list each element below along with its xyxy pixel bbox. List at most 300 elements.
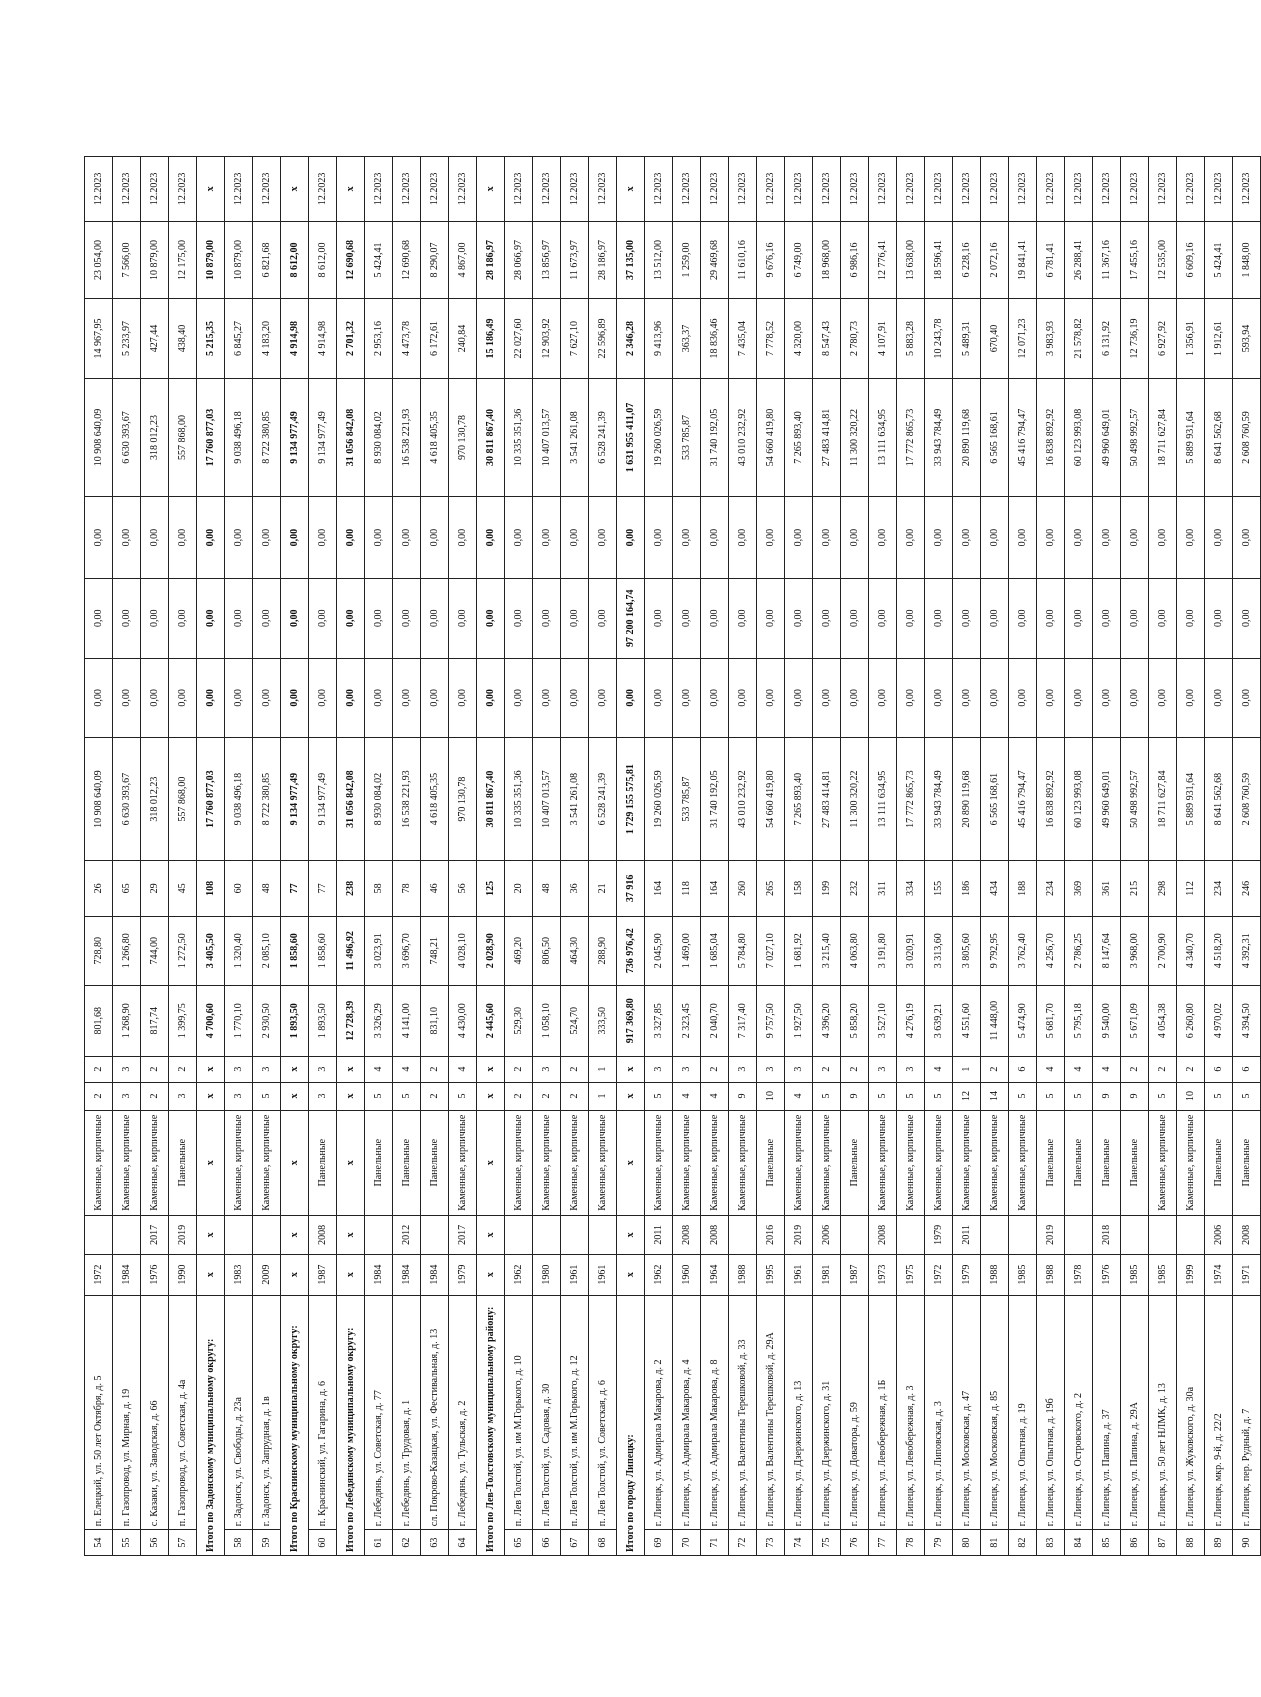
wall-material-cell: Каменные, кирпичные xyxy=(925,1110,953,1215)
regional-budget-cell: 0,00 xyxy=(309,578,337,658)
table-row xyxy=(897,157,925,1556)
residents-cell: 48 xyxy=(533,860,561,916)
local-budget-cell: 0,00 xyxy=(393,497,421,579)
table-row xyxy=(141,157,169,1556)
row-number-cell: 62 xyxy=(393,1530,421,1556)
table-row xyxy=(1149,157,1177,1556)
max-cost-cell: 6 609,16 xyxy=(1177,221,1205,298)
row-number-cell: 87 xyxy=(1149,1530,1177,1556)
deadline-cell: 12.2023 xyxy=(421,157,449,222)
floors-cell: 2 xyxy=(505,1082,533,1110)
unit-cost-cell: 438,40 xyxy=(169,299,197,379)
entrances-cell: 3 xyxy=(309,1056,337,1082)
renovation-year-cell xyxy=(505,1215,533,1254)
renovation-year-cell xyxy=(561,1215,589,1254)
local-budget-cell: 0,00 xyxy=(757,497,785,579)
fund-cell: 0,00 xyxy=(449,658,477,738)
entrances-cell: 2 xyxy=(1149,1056,1177,1082)
address-cell: г. Липецк, ул. Жуковского, д. 30а xyxy=(1177,1295,1205,1530)
entrances-cell: 3 xyxy=(253,1056,281,1082)
row-number-cell: 82 xyxy=(1009,1530,1037,1556)
regional-budget-cell: 0,00 xyxy=(197,578,225,658)
table-row xyxy=(1093,157,1121,1556)
living-area-cell: 1 685,04 xyxy=(701,916,729,985)
renovation-year-cell xyxy=(1177,1215,1205,1254)
max-cost-cell: 5 424,41 xyxy=(365,221,393,298)
living-area-cell: 3 020,91 xyxy=(897,916,925,985)
year-built-cell: 1964 xyxy=(701,1254,729,1295)
entrances-cell: 2 xyxy=(981,1056,1009,1082)
owners-funds-cell: 533 785,87 xyxy=(673,378,701,496)
table-row xyxy=(561,157,589,1556)
subtotal-label-cell: Итого по Задонскому муниципальному округу: xyxy=(197,1295,225,1555)
wall-material-cell: Панельные xyxy=(1093,1110,1121,1215)
deadline-cell: 12.2023 xyxy=(1009,157,1037,222)
renovation-year-cell xyxy=(365,1215,393,1254)
renovation-year-cell: х xyxy=(197,1215,225,1254)
total-area-cell: 3 327,85 xyxy=(645,985,673,1056)
local-budget-cell: 0,00 xyxy=(309,497,337,579)
total-area-cell: 831,10 xyxy=(421,985,449,1056)
renovation-year-cell: 2018 xyxy=(1093,1215,1121,1254)
total-cost-cell: 17 772 865,73 xyxy=(897,738,925,861)
fund-cell: 0,00 xyxy=(561,658,589,738)
address-cell: п. Лев Толстой, ул. им М.Горького, д. 10 xyxy=(505,1295,533,1530)
floors-cell: 5 xyxy=(1205,1082,1233,1110)
wall-material-cell: Каменные, кирпичные xyxy=(113,1110,141,1215)
regional-budget-cell: 0,00 xyxy=(169,578,197,658)
total-area-cell: 2 930,50 xyxy=(253,985,281,1056)
table-row xyxy=(1177,157,1205,1556)
fund-cell: 0,00 xyxy=(85,658,113,738)
wall-material-cell: Каменные, кирпичные xyxy=(1177,1110,1205,1215)
max-cost-cell: 23 054,00 xyxy=(85,221,113,298)
total-area-cell: 1 399,75 xyxy=(169,985,197,1056)
total-area-cell: 5 474,90 xyxy=(1009,985,1037,1056)
table-row xyxy=(869,157,897,1556)
total-cost-cell: 10 335 351,36 xyxy=(505,738,533,861)
year-built-cell: 1984 xyxy=(393,1254,421,1295)
living-area-cell: 2 045,90 xyxy=(645,916,673,985)
total-area-cell: 1 893,50 xyxy=(281,985,309,1056)
max-cost-cell: 11 673,97 xyxy=(561,221,589,298)
max-cost-cell: 18 596,41 xyxy=(925,221,953,298)
row-number-cell: 80 xyxy=(953,1530,981,1556)
total-area-cell: 917 369,80 xyxy=(617,985,645,1056)
fund-cell: 0,00 xyxy=(1177,658,1205,738)
wall-material-cell: Каменные, кирпичные xyxy=(1149,1110,1177,1215)
total-area-cell: 4 396,20 xyxy=(813,985,841,1056)
address-cell: г. Липецк, ул. Валентины Терешковой, д. 33 xyxy=(729,1295,757,1530)
floors-cell: 4 xyxy=(785,1082,813,1110)
entrances-cell: 2 xyxy=(505,1056,533,1082)
local-budget-cell: 0,00 xyxy=(1093,497,1121,579)
local-budget-cell: 0,00 xyxy=(953,497,981,579)
entrances-cell: 2 xyxy=(1177,1056,1205,1082)
living-area-cell: 2 085,10 xyxy=(253,916,281,985)
entrances-cell: 3 xyxy=(785,1056,813,1082)
unit-cost-cell: 3 983,93 xyxy=(1037,299,1065,379)
unit-cost-cell: 18 836,46 xyxy=(701,299,729,379)
fund-cell: 0,00 xyxy=(1065,658,1093,738)
residents-cell: 188 xyxy=(1009,860,1037,916)
owners-funds-cell: 6 630 393,67 xyxy=(113,378,141,496)
entrances-cell: х xyxy=(281,1056,309,1082)
residents-cell: 265 xyxy=(757,860,785,916)
floors-cell: 5 xyxy=(365,1082,393,1110)
unit-cost-cell: 12 736,19 xyxy=(1121,299,1149,379)
living-area-cell: 1 469,00 xyxy=(673,916,701,985)
subtotal-label-cell: Итого по городу Липецку: xyxy=(617,1295,645,1555)
max-cost-cell: 12 776,41 xyxy=(869,221,897,298)
total-area-cell: 5 795,18 xyxy=(1065,985,1093,1056)
entrances-cell: х xyxy=(477,1056,505,1082)
renovation-year-cell: 2006 xyxy=(813,1215,841,1254)
table-row xyxy=(225,157,253,1556)
max-cost-cell: 4 867,00 xyxy=(449,221,477,298)
renovation-year-cell xyxy=(897,1215,925,1254)
year-built-cell: 1987 xyxy=(309,1254,337,1295)
unit-cost-cell: 4 914,98 xyxy=(281,299,309,379)
deadline-cell: 12.2023 xyxy=(729,157,757,222)
wall-material-cell: Каменные, кирпичные xyxy=(85,1110,113,1215)
fund-cell: 0,00 xyxy=(309,658,337,738)
total-cost-cell: 31 056 842,08 xyxy=(337,738,365,861)
table-row xyxy=(505,157,533,1556)
table-row xyxy=(757,157,785,1556)
table-row xyxy=(1233,157,1261,1556)
floors-cell: х xyxy=(197,1082,225,1110)
regional-budget-cell: 0,00 xyxy=(645,578,673,658)
total-cost-cell: 43 010 232,92 xyxy=(729,738,757,861)
regional-budget-cell: 0,00 xyxy=(477,578,505,658)
owners-funds-cell: 17 772 865,73 xyxy=(897,378,925,496)
floors-cell: 2 xyxy=(141,1082,169,1110)
entrances-cell: 4 xyxy=(393,1056,421,1082)
fund-cell: 0,00 xyxy=(141,658,169,738)
total-area-cell: 2 040,70 xyxy=(701,985,729,1056)
deadline-cell: х xyxy=(281,157,309,222)
local-budget-cell: 0,00 xyxy=(253,497,281,579)
owners-funds-cell: 49 960 649,01 xyxy=(1093,378,1121,496)
floors-cell: 3 xyxy=(309,1082,337,1110)
wall-material-cell: Панельные xyxy=(421,1110,449,1215)
row-number-cell: 71 xyxy=(701,1530,729,1556)
max-cost-cell: 13 638,00 xyxy=(897,221,925,298)
max-cost-cell: 12 175,00 xyxy=(169,221,197,298)
max-cost-cell: 8 612,00 xyxy=(309,221,337,298)
residents-cell: 58 xyxy=(365,860,393,916)
fund-cell: 0,00 xyxy=(701,658,729,738)
wall-material-cell: Каменные, кирпичные xyxy=(701,1110,729,1215)
address-cell: г. Липецк, пер. Рудный, д. 7 xyxy=(1233,1295,1261,1530)
owners-funds-cell: 20 890 119,68 xyxy=(953,378,981,496)
total-cost-cell: 11 300 320,22 xyxy=(841,738,869,861)
floors-cell: 3 xyxy=(225,1082,253,1110)
subtotal-row xyxy=(477,157,505,1556)
regional-budget-cell: 0,00 xyxy=(1065,578,1093,658)
address-cell: г. Липецк, ул. Левобережная, д. 3 xyxy=(897,1295,925,1530)
max-cost-cell: 11 610,16 xyxy=(729,221,757,298)
year-built-cell: 1988 xyxy=(1037,1254,1065,1295)
max-cost-cell: 11 367,16 xyxy=(1093,221,1121,298)
unit-cost-cell: 4 320,00 xyxy=(785,299,813,379)
local-budget-cell: 0,00 xyxy=(225,497,253,579)
deadline-cell: 12.2023 xyxy=(505,157,533,222)
wall-material-cell: Каменные, кирпичные xyxy=(953,1110,981,1215)
total-cost-cell: 10 407 013,57 xyxy=(533,738,561,861)
local-budget-cell: 0,00 xyxy=(617,497,645,579)
wall-material-cell: х xyxy=(337,1110,365,1215)
regional-budget-cell: 0,00 xyxy=(1149,578,1177,658)
local-budget-cell: 0,00 xyxy=(85,497,113,579)
unit-cost-cell: 15 186,49 xyxy=(477,299,505,379)
entrances-cell: 2 xyxy=(813,1056,841,1082)
max-cost-cell: 2 072,16 xyxy=(981,221,1009,298)
unit-cost-cell: 2 953,16 xyxy=(365,299,393,379)
deadline-cell: 12.2023 xyxy=(897,157,925,222)
owners-funds-cell: 7 265 893,40 xyxy=(785,378,813,496)
year-built-cell: 1999 xyxy=(1177,1254,1205,1295)
floors-cell: 10 xyxy=(757,1082,785,1110)
regional-budget-cell: 0,00 xyxy=(393,578,421,658)
regional-budget-cell: 0,00 xyxy=(449,578,477,658)
residents-cell: 36 xyxy=(561,860,589,916)
local-budget-cell: 0,00 xyxy=(869,497,897,579)
deadline-cell: 12.2023 xyxy=(365,157,393,222)
total-cost-cell: 9 038 496,18 xyxy=(225,738,253,861)
deadline-cell: 12.2023 xyxy=(449,157,477,222)
fund-cell: 0,00 xyxy=(673,658,701,738)
address-cell: г. Липецк, мкр. 9-й, д. 22/2 xyxy=(1205,1295,1233,1530)
regional-budget-cell: 0,00 xyxy=(953,578,981,658)
wall-material-cell: Каменные, кирпичные xyxy=(225,1110,253,1215)
address-cell: п. Лев Толстой, ул. Советская, д. 6 xyxy=(589,1295,617,1530)
fund-cell: 0,00 xyxy=(253,658,281,738)
year-built-cell: х xyxy=(477,1254,505,1295)
local-budget-cell: 0,00 xyxy=(197,497,225,579)
residents-cell: 125 xyxy=(477,860,505,916)
total-area-cell: 1 770,10 xyxy=(225,985,253,1056)
fund-cell: 0,00 xyxy=(197,658,225,738)
max-cost-cell: 8 290,07 xyxy=(421,221,449,298)
wall-material-cell: Каменные, кирпичные xyxy=(533,1110,561,1215)
owners-funds-cell: 8 641 562,68 xyxy=(1205,378,1233,496)
subtotal-row xyxy=(281,157,309,1556)
year-built-cell: 1985 xyxy=(1009,1254,1037,1295)
renovation-year-cell xyxy=(421,1215,449,1254)
fund-cell: 0,00 xyxy=(1205,658,1233,738)
owners-funds-cell: 4 618 405,35 xyxy=(421,378,449,496)
fund-cell: 0,00 xyxy=(1233,658,1261,738)
entrances-cell: 3 xyxy=(533,1056,561,1082)
floors-cell: 5 xyxy=(1149,1082,1177,1110)
total-area-cell: 11 448,00 xyxy=(981,985,1009,1056)
residents-cell: 234 xyxy=(1037,860,1065,916)
deadline-cell: 12.2023 xyxy=(589,157,617,222)
address-cell: г. Липецк, ул. Адмирала Макарова, д. 2 xyxy=(645,1295,673,1530)
local-budget-cell: 0,00 xyxy=(113,497,141,579)
total-cost-cell: 7 265 893,40 xyxy=(785,738,813,861)
fund-cell: 0,00 xyxy=(1121,658,1149,738)
total-cost-cell: 17 760 877,03 xyxy=(197,738,225,861)
address-cell: п. Газопровод, ул. Мирная, д. 19 xyxy=(113,1295,141,1530)
fund-cell: 0,00 xyxy=(757,658,785,738)
floors-cell: х xyxy=(337,1082,365,1110)
unit-cost-cell: 6 172,61 xyxy=(421,299,449,379)
residents-cell: 155 xyxy=(925,860,953,916)
max-cost-cell: 10 879,00 xyxy=(197,221,225,298)
total-cost-cell: 5 889 931,64 xyxy=(1177,738,1205,861)
regional-budget-cell: 0,00 xyxy=(141,578,169,658)
wall-material-cell: Панельные xyxy=(757,1110,785,1215)
max-cost-cell: 7 566,00 xyxy=(113,221,141,298)
year-built-cell: 1961 xyxy=(561,1254,589,1295)
regional-budget-cell: 0,00 xyxy=(813,578,841,658)
floors-cell: 1 xyxy=(589,1082,617,1110)
fund-cell: 0,00 xyxy=(645,658,673,738)
subtotal-row xyxy=(197,157,225,1556)
wall-material-cell: Каменные, кирпичные xyxy=(673,1110,701,1215)
address-cell: г. Липецк, ул. Адмирала Макарова, д. 4 xyxy=(673,1295,701,1530)
year-built-cell: 1990 xyxy=(169,1254,197,1295)
housing-register-table xyxy=(84,156,1261,1556)
year-built-cell: 1978 xyxy=(1065,1254,1093,1295)
year-built-cell: 1974 xyxy=(1205,1254,1233,1295)
local-budget-cell: 0,00 xyxy=(673,497,701,579)
total-area-cell: 4 970,02 xyxy=(1205,985,1233,1056)
residents-cell: 164 xyxy=(701,860,729,916)
deadline-cell: 12.2023 xyxy=(813,157,841,222)
total-area-cell: 3 326,29 xyxy=(365,985,393,1056)
deadline-cell: 12.2023 xyxy=(1121,157,1149,222)
local-budget-cell: 0,00 xyxy=(477,497,505,579)
year-built-cell: 1960 xyxy=(673,1254,701,1295)
max-cost-cell: 12 690,68 xyxy=(393,221,421,298)
residents-cell: 29 xyxy=(141,860,169,916)
unit-cost-cell: 4 914,98 xyxy=(309,299,337,379)
floors-cell: 3 xyxy=(113,1082,141,1110)
owners-funds-cell: 27 483 414,81 xyxy=(813,378,841,496)
total-cost-cell: 30 811 867,40 xyxy=(477,738,505,861)
entrances-cell: 2 xyxy=(561,1056,589,1082)
max-cost-cell: 10 879,00 xyxy=(141,221,169,298)
renovation-year-cell xyxy=(85,1215,113,1254)
fund-cell: 0,00 xyxy=(1009,658,1037,738)
subtotal-label-cell: Итого по Краснинскому муниципальному округу: xyxy=(281,1295,309,1555)
living-area-cell: 8 147,64 xyxy=(1093,916,1121,985)
unit-cost-cell: 14 967,95 xyxy=(85,299,113,379)
max-cost-cell: 18 968,00 xyxy=(813,221,841,298)
entrances-cell: 3 xyxy=(645,1056,673,1082)
year-built-cell: 1972 xyxy=(85,1254,113,1295)
deadline-cell: 12.2023 xyxy=(869,157,897,222)
total-cost-cell: 9 134 977,49 xyxy=(309,738,337,861)
regional-budget-cell: 0,00 xyxy=(113,578,141,658)
renovation-year-cell: 2008 xyxy=(701,1215,729,1254)
row-number-cell: 85 xyxy=(1093,1530,1121,1556)
local-budget-cell: 0,00 xyxy=(365,497,393,579)
owners-funds-cell: 10 908 640,09 xyxy=(85,378,113,496)
max-cost-cell: 1 259,00 xyxy=(673,221,701,298)
living-area-cell: 3 405,50 xyxy=(197,916,225,985)
renovation-year-cell xyxy=(729,1215,757,1254)
local-budget-cell: 0,00 xyxy=(1205,497,1233,579)
unit-cost-cell: 593,94 xyxy=(1233,299,1261,379)
deadline-cell: 12.2023 xyxy=(561,157,589,222)
unit-cost-cell: 1 356,91 xyxy=(1177,299,1205,379)
living-area-cell: 3 023,91 xyxy=(365,916,393,985)
floors-cell: 5 xyxy=(1037,1082,1065,1110)
unit-cost-cell: 6 927,92 xyxy=(1149,299,1177,379)
max-cost-cell: 13 512,00 xyxy=(645,221,673,298)
table-row xyxy=(1205,157,1233,1556)
owners-funds-cell: 43 010 232,92 xyxy=(729,378,757,496)
floors-cell: х xyxy=(617,1082,645,1110)
owners-funds-cell: 1 631 955 411,07 xyxy=(617,378,645,496)
unit-cost-cell: 6 845,27 xyxy=(225,299,253,379)
renovation-year-cell: 2008 xyxy=(1233,1215,1261,1254)
unit-cost-cell: 2 701,32 xyxy=(337,299,365,379)
owners-funds-cell: 318 012,23 xyxy=(141,378,169,496)
renovation-year-cell xyxy=(253,1215,281,1254)
owners-funds-cell: 33 943 784,49 xyxy=(925,378,953,496)
living-area-cell: 4 518,20 xyxy=(1205,916,1233,985)
entrances-cell: х xyxy=(337,1056,365,1082)
year-built-cell: х xyxy=(197,1254,225,1295)
deadline-cell: 12.2023 xyxy=(1065,157,1093,222)
regional-budget-cell: 0,00 xyxy=(1093,578,1121,658)
entrances-cell: 2 xyxy=(701,1056,729,1082)
address-cell: п. Лев Толстой, ул. им М.Горького, д. 12 xyxy=(561,1295,589,1530)
total-cost-cell: 557 868,00 xyxy=(169,738,197,861)
local-budget-cell: 0,00 xyxy=(897,497,925,579)
living-area-cell: 3 313,60 xyxy=(925,916,953,985)
subtotal-label-cell: Итого по Лебедянскому муниципальному округу: xyxy=(337,1295,365,1555)
floors-cell: 5 xyxy=(393,1082,421,1110)
unit-cost-cell: 12 071,23 xyxy=(1009,299,1037,379)
entrances-cell: 4 xyxy=(365,1056,393,1082)
floors-cell: 3 xyxy=(169,1082,197,1110)
owners-funds-cell: 3 541 261,08 xyxy=(561,378,589,496)
floors-cell: 2 xyxy=(85,1082,113,1110)
fund-cell: 0,00 xyxy=(225,658,253,738)
table-row xyxy=(533,157,561,1556)
residents-cell: 260 xyxy=(729,860,757,916)
fund-cell: 0,00 xyxy=(981,658,1009,738)
renovation-year-cell: 2012 xyxy=(393,1215,421,1254)
total-area-cell: 3 639,21 xyxy=(925,985,953,1056)
unit-cost-cell: 2 346,28 xyxy=(617,299,645,379)
deadline-cell: х xyxy=(477,157,505,222)
regional-budget-cell: 0,00 xyxy=(589,578,617,658)
total-area-cell: 4 276,19 xyxy=(897,985,925,1056)
row-number-cell: 67 xyxy=(561,1530,589,1556)
fund-cell: 0,00 xyxy=(1149,658,1177,738)
row-number-cell: 84 xyxy=(1065,1530,1093,1556)
year-built-cell: 1984 xyxy=(421,1254,449,1295)
address-cell: сл. Покрово-Казацкая, ул. Фестивальная, д. 13 xyxy=(421,1295,449,1530)
total-cost-cell: 6 528 241,39 xyxy=(589,738,617,861)
unit-cost-cell: 6 131,92 xyxy=(1093,299,1121,379)
wall-material-cell: Панельные xyxy=(1065,1110,1093,1215)
living-area-cell: 11 496,92 xyxy=(337,916,365,985)
owners-funds-cell: 31 740 192,05 xyxy=(701,378,729,496)
floors-cell: 14 xyxy=(981,1082,1009,1110)
regional-budget-cell: 0,00 xyxy=(421,578,449,658)
total-cost-cell: 1 729 155 575,81 xyxy=(617,738,645,861)
renovation-year-cell: 1979 xyxy=(925,1215,953,1254)
